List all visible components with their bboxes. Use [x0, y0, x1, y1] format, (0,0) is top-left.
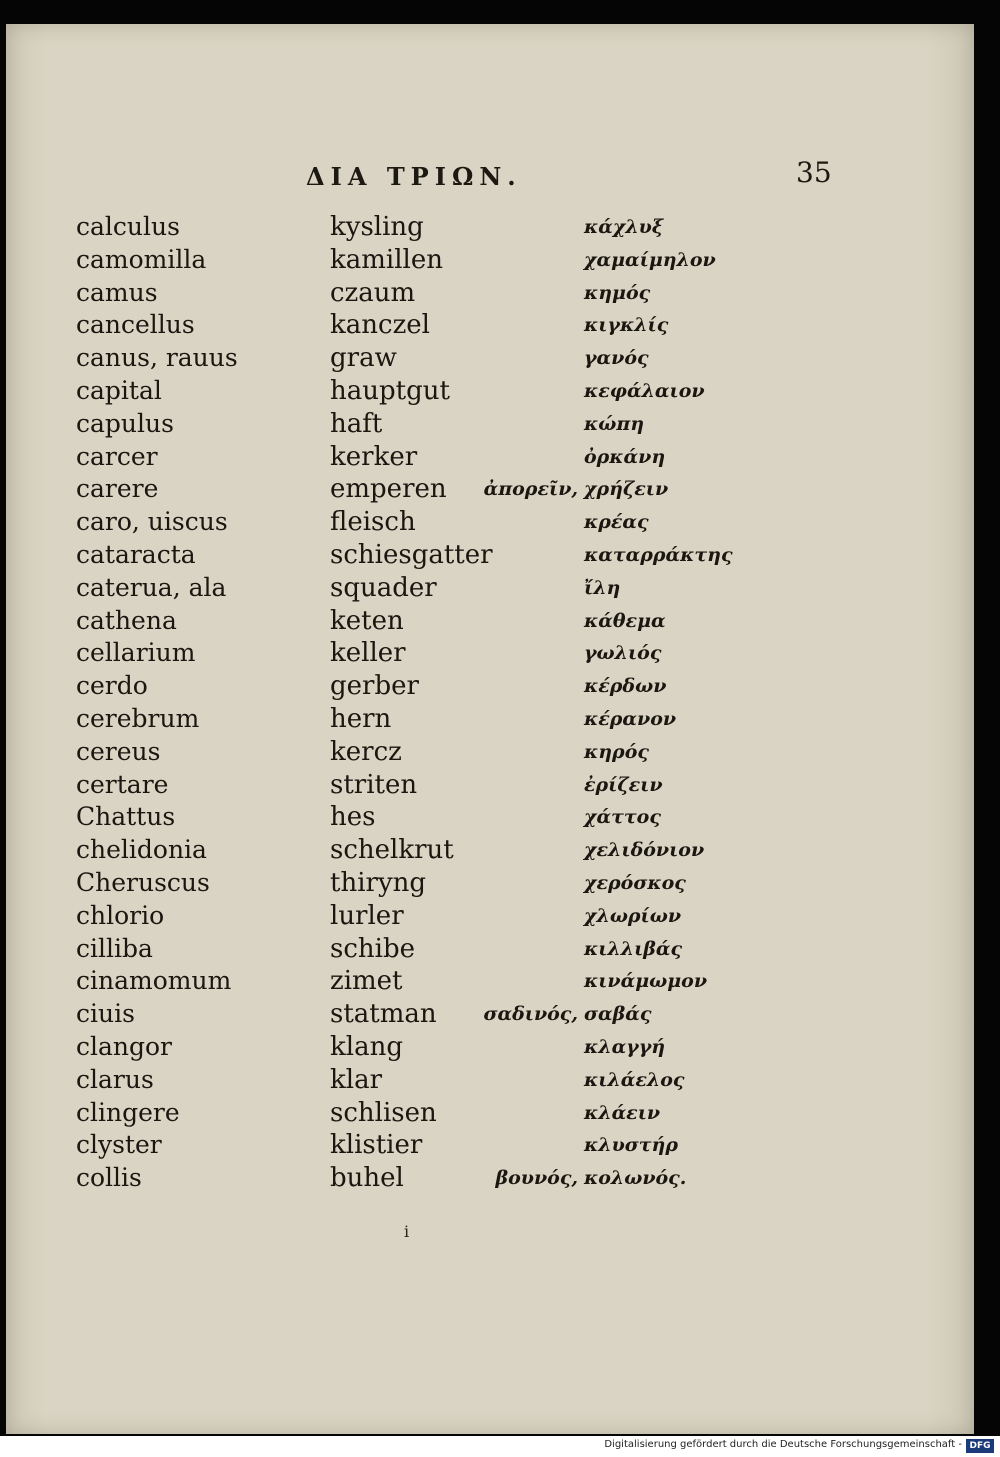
latin-term: cerebrum [76, 703, 200, 733]
greek-term: χελιδόνιον [584, 839, 705, 862]
glossary-row [6, 277, 974, 310]
latin-term: collis [76, 1163, 142, 1193]
greek-term: καταρράκτης [584, 543, 733, 566]
latin-term: caro, uiscus [76, 507, 228, 537]
latin-term: capulus [76, 408, 174, 438]
latin-term: clarus [76, 1064, 154, 1094]
glossary-row [6, 309, 974, 342]
german-term: kerker [330, 441, 418, 472]
glossary-row [6, 342, 974, 375]
greek-term: κάχλυξ [584, 216, 664, 238]
glossary-row [6, 1097, 974, 1130]
glossary-row [6, 769, 974, 802]
dfg-logo: DFG [966, 1439, 994, 1453]
german-term: klar [330, 1064, 382, 1095]
latin-term: cataracta [76, 539, 196, 569]
greek-term: κιγκλίς [584, 314, 669, 337]
german-term: kysling [330, 212, 424, 242]
greek-term: κιλλιβάς [584, 937, 683, 960]
latin-term: carcer [76, 441, 158, 471]
latin-term: clyster [76, 1130, 162, 1160]
latin-term: clangor [76, 1031, 173, 1061]
greek-term: κημός [584, 281, 651, 304]
german-term: squader [330, 572, 437, 603]
glossary-row [6, 375, 974, 408]
greek-term: χρήζειν [584, 478, 669, 501]
latin-term: camomilla [76, 244, 207, 274]
german-term: schibe [330, 933, 415, 964]
german-term: kanczel [330, 310, 430, 341]
latin-term: cancellus [76, 310, 195, 340]
german-term: emperen [330, 474, 447, 505]
latin-term: capital [76, 375, 162, 405]
greek-term: γωλιός [584, 642, 662, 665]
german-term: keten [330, 605, 404, 636]
glossary-row [6, 998, 974, 1031]
german-term: thiryng [330, 867, 427, 898]
german-term: statman [330, 999, 437, 1030]
german-term: hern [330, 703, 392, 734]
glossary-row [6, 637, 974, 670]
german-term: keller [330, 638, 406, 669]
latin-term: caterua, ala [76, 572, 227, 602]
glossary-row [6, 1162, 974, 1195]
greek-term: κλυστήρ [584, 1134, 678, 1157]
greek-term: χαμαίμηλον [584, 248, 716, 271]
german-term: zimet [330, 966, 403, 997]
book-page [6, 24, 974, 1434]
latin-term: camus [76, 277, 158, 307]
latin-term: chlorio [76, 900, 165, 930]
greek-term: ἴλη [584, 576, 621, 599]
page-number: 35 [796, 156, 832, 189]
greek-term: κηρός [584, 740, 649, 763]
latin-term: cinamomum [76, 966, 232, 996]
glossary-row [6, 834, 974, 867]
glossary-row [6, 867, 974, 900]
signature-mark: i [404, 1222, 410, 1241]
glossary-row [6, 408, 974, 441]
latin-term: ciuis [76, 999, 135, 1029]
latin-term: Chattus [76, 802, 176, 832]
glossary-row [6, 933, 974, 966]
greek-term: ὀρκάνη [584, 445, 666, 468]
greek-alt-term: σαδινός, [483, 1003, 578, 1026]
german-term: hauptgut [330, 375, 450, 406]
glossary-entries [6, 211, 974, 1195]
latin-term: Cheruscus [76, 867, 210, 897]
latin-term: canus, rauus [76, 343, 238, 373]
glossary-row [6, 703, 974, 736]
greek-term: κινάμωμον [584, 970, 707, 993]
glossary-row [6, 1064, 974, 1097]
glossary-row [6, 1129, 974, 1162]
latin-term: cereus [76, 736, 161, 766]
german-term: kamillen [330, 244, 443, 275]
glossary-row [6, 211, 974, 244]
latin-term: chelidonia [76, 835, 207, 865]
german-term: hes [330, 802, 376, 833]
glossary-row [6, 801, 974, 834]
glossary-row [6, 244, 974, 277]
greek-term: κρέας [584, 511, 649, 534]
greek-term: κώπη [584, 412, 645, 435]
greek-term: κιλάελος [584, 1068, 685, 1091]
german-term: striten [330, 769, 418, 800]
greek-term: χλωρίων [584, 904, 682, 927]
german-term: schelkrut [330, 835, 454, 866]
greek-term: κλαγγή [584, 1035, 666, 1058]
latin-term: certare [76, 769, 169, 799]
glossary-row [6, 572, 974, 605]
glossary-row [6, 670, 974, 703]
german-term: gerber [330, 671, 419, 702]
greek-term: κολωνός. [584, 1167, 687, 1190]
german-term: czaum [330, 277, 416, 308]
german-term: klistier [330, 1130, 423, 1161]
latin-term: clingere [76, 1097, 180, 1127]
greek-alt-term: βουνός, [495, 1167, 578, 1190]
glossary-row [6, 900, 974, 933]
german-term: buhel [330, 1163, 404, 1194]
latin-term: cilliba [76, 933, 153, 963]
glossary-row [6, 1031, 974, 1064]
greek-term: χερόσκος [584, 871, 686, 894]
latin-term: carere [76, 474, 159, 504]
greek-term: κάθεμα [584, 609, 666, 632]
german-term: graw [330, 343, 397, 374]
running-title: ΔΙΑ ΤΡΙΩΝ. [306, 162, 522, 191]
latin-term: calculus [76, 212, 180, 241]
greek-term: κλάειν [584, 1101, 661, 1124]
glossary-row [6, 441, 974, 474]
german-term: schiesgatter [330, 539, 493, 570]
german-term: kercz [330, 736, 402, 767]
glossary-row [6, 736, 974, 769]
latin-term: cellarium [76, 638, 196, 668]
glossary-row [6, 539, 974, 572]
greek-term: ἐρίζειν [584, 773, 663, 796]
latin-term: cathena [76, 605, 177, 635]
latin-term: cerdo [76, 671, 148, 701]
german-term: lurler [330, 900, 404, 931]
footer-bar [0, 1436, 1000, 1457]
glossary-row [6, 506, 974, 539]
greek-term: κέρδων [584, 675, 667, 698]
german-term: haft [330, 408, 383, 439]
greek-term: χάττος [584, 806, 661, 829]
funding-credit: Digitalisierung gefördert durch die Deutsche Forschungsgemeinschaft - [604, 1439, 962, 1450]
german-term: schlisen [330, 1097, 437, 1128]
german-term: klang [330, 1031, 403, 1062]
greek-term: σαβάς [584, 1003, 652, 1026]
glossary-row [6, 473, 974, 506]
greek-alt-term: ἀπορεῖν, [483, 478, 578, 501]
page-header [6, 156, 974, 196]
glossary-row [6, 605, 974, 638]
greek-term: κεφάλαιον [584, 379, 705, 402]
glossary-row [6, 965, 974, 998]
greek-term: γανός [584, 347, 649, 370]
greek-term: κέρανον [584, 707, 677, 730]
german-term: fleisch [330, 507, 416, 538]
